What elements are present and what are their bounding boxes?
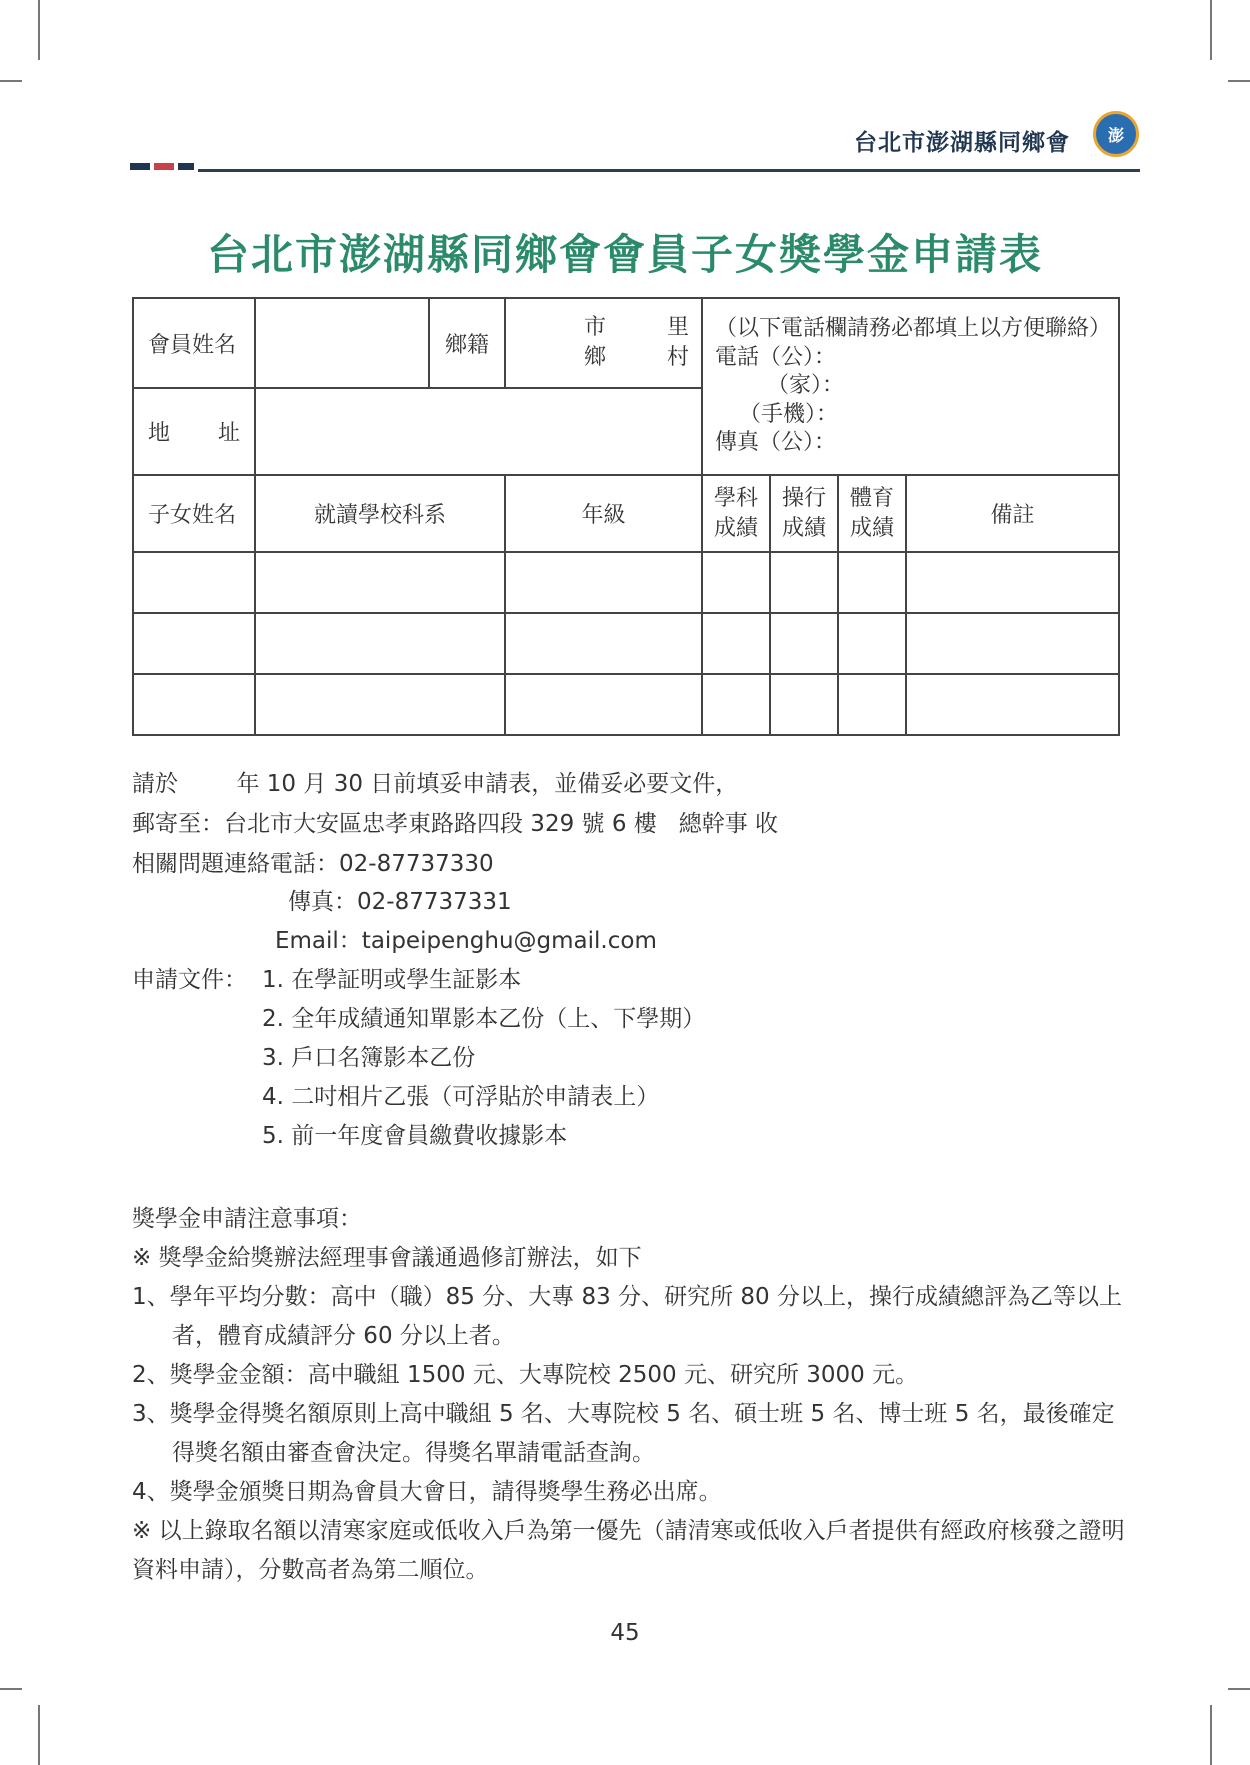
header-divider bbox=[198, 169, 1140, 172]
document-item: 5. 前一年度會員繳費收據影本 bbox=[262, 1123, 568, 1149]
grade-cell[interactable] bbox=[505, 674, 702, 735]
hometown-field[interactable] bbox=[505, 298, 702, 388]
crop-mark bbox=[0, 80, 22, 82]
table-row bbox=[133, 613, 1119, 674]
li-label: 里 bbox=[666, 315, 689, 340]
header-stripe-navy-2 bbox=[178, 163, 194, 170]
deadline-text: 請於 年 10 月 30 日前填妥申請表，並備妥必要文件， bbox=[132, 771, 739, 797]
contact-note: （以下電話欄請務必都填上以方便聯絡） bbox=[715, 316, 1112, 341]
note-item: 3、獎學金得獎名額原則上高中職組 5 名、大專院校 5 名、碩士班 5 名、博士班 5 名，最後確定得獎名額由審查會決定。得獎名單請電話查詢。 bbox=[132, 1401, 1115, 1466]
document-item: 3. 戶口名簿影本乙份 bbox=[262, 1045, 476, 1071]
document-item: 2. 全年成績通知單影本乙份（上、下學期） bbox=[262, 1006, 706, 1032]
conduct-score-header bbox=[770, 475, 838, 552]
contact-info-cell[interactable] bbox=[702, 298, 1119, 475]
table-row bbox=[133, 552, 1119, 613]
pe-cell[interactable] bbox=[838, 674, 906, 735]
conduct-cell[interactable] bbox=[770, 674, 838, 735]
note-item: 2、獎學金金額：高中職組 1500 元、大專院校 2500 元、研究所 3000 元。 bbox=[132, 1362, 919, 1388]
remarks-cell[interactable] bbox=[906, 613, 1119, 674]
phone-mobile-label: （手機）： bbox=[739, 401, 839, 427]
conduct-cell[interactable] bbox=[770, 613, 838, 674]
notes-heading: 獎學金申請注意事項： bbox=[132, 1206, 362, 1232]
academic-cell[interactable] bbox=[702, 613, 770, 674]
academic-header-2: 成績 bbox=[713, 515, 758, 541]
association-logo-icon bbox=[1093, 111, 1139, 157]
academic-cell[interactable] bbox=[702, 674, 770, 735]
pe-score-header bbox=[838, 475, 906, 552]
conduct-cell[interactable] bbox=[770, 552, 838, 613]
conduct-header-1: 操行 bbox=[781, 485, 826, 511]
document-item: 4. 二吋相片乙張（可浮貼於申請表上） bbox=[262, 1084, 660, 1110]
crop-mark bbox=[0, 1688, 22, 1690]
school-cell[interactable] bbox=[255, 674, 505, 735]
address-label bbox=[133, 388, 255, 475]
fax-office-label: 傳真（公）： bbox=[715, 430, 837, 455]
phone-office-label: 電話（公）： bbox=[715, 344, 837, 370]
phone-home-label: （家）： bbox=[767, 373, 845, 398]
document-item: 1. 在學証明或學生証影本 bbox=[262, 967, 522, 993]
school-cell[interactable] bbox=[255, 552, 505, 613]
hometown-label: 鄉籍 bbox=[429, 298, 505, 388]
village-label: 村 bbox=[666, 345, 689, 370]
remarks-header: 備註 bbox=[906, 475, 1119, 552]
application-form-table bbox=[132, 297, 1120, 736]
note-item: ※ 以上錄取名額以清寒家庭或低收入戶為第一優先（請清寒或低收入戶者提供有經政府核發之證明資料申請），分數高者為第二順位。 bbox=[132, 1518, 1125, 1583]
contact-phone-text: 相關問題連絡電話：02-87737330 bbox=[132, 851, 494, 877]
crop-mark bbox=[38, 0, 40, 60]
address-label-2: 址 bbox=[217, 421, 240, 446]
child-name-cell[interactable] bbox=[133, 552, 255, 613]
header-stripe-navy bbox=[130, 163, 150, 170]
child-name-cell[interactable] bbox=[133, 613, 255, 674]
grade-cell[interactable] bbox=[505, 552, 702, 613]
grade-cell[interactable] bbox=[505, 613, 702, 674]
remarks-cell[interactable] bbox=[906, 552, 1119, 613]
contact-fax-text: 傳真：02-87737331 bbox=[288, 889, 512, 915]
grade-header: 年級 bbox=[505, 475, 702, 552]
academic-score-header bbox=[702, 475, 770, 552]
address-field[interactable] bbox=[255, 388, 702, 475]
member-name-field[interactable] bbox=[255, 298, 429, 388]
note-item: 1、學年平均分數：高中（職）85 分、大專 83 分、研究所 80 分以上，操行成績總評為乙等以上者，體育成績評分 60 分以上者。 bbox=[132, 1284, 1122, 1349]
school-header: 就讀學校科系 bbox=[255, 475, 505, 552]
header-org-name: 台北市澎湖縣同鄉會 bbox=[854, 130, 1070, 156]
crop-mark bbox=[1210, 1705, 1212, 1765]
notes-section bbox=[132, 1200, 1132, 1590]
remarks-cell[interactable] bbox=[906, 674, 1119, 735]
contact-email-link[interactable]: Email：taipeipenghu@gmail.com bbox=[275, 928, 657, 954]
address-label-1: 地 bbox=[148, 421, 171, 446]
academic-header-1: 學科 bbox=[713, 485, 758, 511]
pe-header-2: 成績 bbox=[849, 515, 894, 541]
pe-header-1: 體育 bbox=[849, 485, 894, 511]
school-cell[interactable] bbox=[255, 613, 505, 674]
township-label: 鄉 bbox=[584, 345, 607, 370]
pe-cell[interactable] bbox=[838, 613, 906, 674]
documents-label: 申請文件： bbox=[132, 967, 247, 993]
crop-mark bbox=[1210, 0, 1212, 60]
member-name-label: 會員姓名 bbox=[133, 298, 255, 388]
note-item: ※ 獎學金給獎辦法經理事會議通過修訂辦法，如下 bbox=[132, 1245, 642, 1271]
header-stripe-red bbox=[154, 163, 174, 170]
note-item: 4、獎學金頒獎日期為會員大會日，請得獎學生務必出席。 bbox=[132, 1479, 722, 1505]
conduct-header-2: 成績 bbox=[781, 515, 826, 541]
academic-cell[interactable] bbox=[702, 552, 770, 613]
crop-mark bbox=[38, 1705, 40, 1765]
page-title: 台北市澎湖縣同鄉會會員子女獎學金申請表 bbox=[206, 230, 1043, 279]
pe-cell[interactable] bbox=[838, 552, 906, 613]
page-number: 45 bbox=[610, 1620, 640, 1646]
logo-text: 澎 bbox=[1107, 125, 1124, 145]
child-name-header: 子女姓名 bbox=[133, 475, 255, 552]
crop-mark bbox=[1228, 1688, 1250, 1690]
crop-mark bbox=[1228, 80, 1250, 82]
city-label: 市 bbox=[584, 315, 607, 340]
table-row bbox=[133, 674, 1119, 735]
child-name-cell[interactable] bbox=[133, 674, 255, 735]
mail-to-text: 郵寄至：台北市大安區忠孝東路路四段 329 號 6 樓 總幹事 收 bbox=[132, 811, 779, 837]
